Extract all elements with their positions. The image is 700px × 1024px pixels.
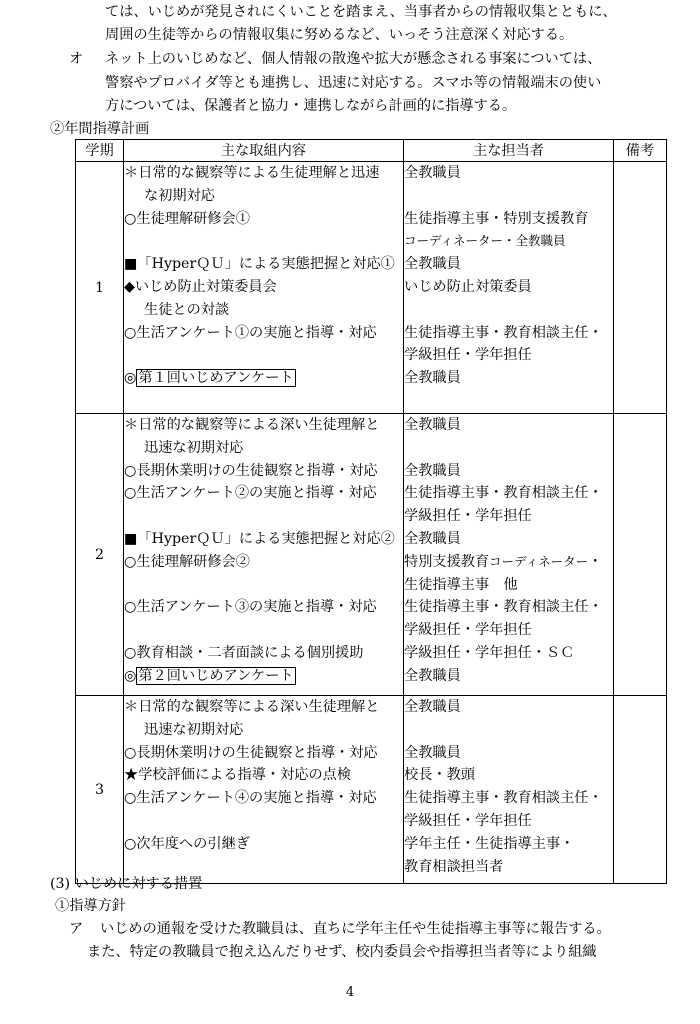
content-line	[124, 810, 403, 833]
staff-line: 校長・教頭	[404, 767, 475, 784]
double-circle-mark: ◎	[124, 667, 137, 684]
table-header-row	[76, 140, 667, 162]
content-line: ○長期休業明けの生徒観察と指導・対応	[124, 462, 378, 479]
staff-line: 全教職員	[404, 699, 461, 715]
table-row	[76, 162, 667, 414]
content-line: ○生活アンケート①の実施と指導・対応	[124, 324, 377, 341]
content-line: ■「HyperＱＵ」による実態把握と対応①	[124, 256, 395, 273]
content-line: ★学校評価による指導・対応の点検	[124, 767, 352, 784]
staff-line: 全教職員	[404, 370, 461, 387]
staff-line: いじめ防止対策委員	[404, 278, 532, 295]
staff-line	[404, 551, 613, 574]
header-notes: 備考	[614, 140, 667, 162]
staff-line	[404, 437, 613, 460]
annual-plan-table	[75, 139, 667, 884]
staff-line: 教育相談担当者	[404, 858, 504, 875]
item-a-marker: ア	[69, 921, 84, 937]
staff-line: 全教職員	[404, 462, 461, 479]
section-heading: (3) いじめに対する措置	[50, 876, 203, 892]
item-o-line-3: 方については、保護者と協力・連携しながら計画的に指導する。	[105, 98, 517, 114]
staff-line	[404, 719, 613, 742]
table-row	[76, 414, 667, 696]
content-line: ○生徒理解研修会①	[124, 210, 250, 227]
content-line: ◆いじめ防止対策委員会	[124, 278, 277, 295]
staff-text: ・	[588, 553, 603, 570]
item-o-line-1: ネット上のいじめなど、個人情報の散逸や拡大が懸念される事案については、	[105, 51, 602, 67]
content-line: ＊日常的な観察等による深い生徒理解と	[124, 417, 380, 433]
content-line	[124, 574, 403, 597]
term-notes	[614, 162, 667, 414]
staff-line: 全教職員	[404, 530, 461, 547]
item-o-line-2: 警察やプロバイダ等とも連携し、迅速に対応する。スマホ等の情報端末の使い	[105, 75, 602, 91]
term-notes	[614, 414, 667, 696]
staff-line	[404, 299, 613, 322]
content-line: ○生活アンケート④の実施と指導・対応	[124, 790, 377, 807]
content-line: ○次年度への引継ぎ	[124, 835, 250, 852]
staff-line: 学年主任・生徒指導主事・	[404, 835, 575, 852]
intro-line-1: ては、いじめが発見されにくいことを踏まえ、当事者からの情報収集とともに、	[105, 4, 617, 20]
content-line: ○生活アンケート②の実施と指導・対応	[124, 485, 377, 502]
item-o-marker: オ	[69, 51, 84, 67]
staff-line: 学級担任・学年担任	[404, 508, 532, 525]
term-content	[124, 414, 404, 696]
staff-line: 全教職員	[404, 165, 461, 181]
header-content: 主な取組内容	[124, 140, 404, 162]
staff-line: 生徒指導主事・教育相談主任・	[404, 599, 603, 616]
double-circle-mark: ◎	[124, 370, 137, 387]
content-line: ＊日常的な観察等による生徒理解と迅速	[124, 165, 380, 181]
staff-line: 学級担任・学年担任	[404, 347, 532, 364]
term-staff	[404, 162, 614, 414]
staff-line: 全教職員	[404, 744, 461, 761]
term-number: 1	[76, 162, 124, 414]
plan-title: ②年間指導計画	[50, 121, 150, 137]
item-a-line-2: また、特定の教職員で抱え込んだりせず、校内委員会や指導担当者等により組織	[87, 944, 597, 960]
content-line	[124, 665, 403, 688]
intro-line-2: 周囲の生徒等からの情報収集に努めるなど、いっそう注意深く対応する。	[105, 27, 574, 43]
item-a-line-1: いじめの通報を受けた教職員は、直ちに学年主任や生徒指導主事等に報告する。	[100, 921, 611, 937]
staff-line: 生徒指導主事・特別支援教育	[404, 210, 589, 227]
header-term: 学期	[76, 140, 124, 162]
boxed-survey-label: 第１回いじめアンケート	[138, 370, 294, 387]
staff-line	[404, 185, 613, 208]
term-content	[124, 696, 404, 884]
staff-line: 学級担任・学年担任・ＳＣ	[404, 644, 575, 661]
staff-line: 全教職員	[404, 667, 461, 684]
content-line: ○生徒理解研修会②	[124, 553, 250, 570]
staff-line: 生徒指導主事 他	[404, 576, 518, 593]
content-line: ■「HyperＱＵ」による実態把握と対応②	[124, 530, 395, 547]
content-line: 迅速な初期対応	[144, 721, 244, 738]
staff-line: 全教職員	[404, 417, 461, 433]
staff-line: 生徒指導主事・教育相談主任・	[404, 485, 603, 502]
staff-line: コーディネーター・全教職員	[404, 233, 566, 249]
staff-line: 全教職員	[404, 256, 461, 273]
term-number: 3	[76, 696, 124, 884]
term-notes	[614, 696, 667, 884]
content-line: 迅速な初期対応	[144, 439, 244, 456]
content-line: ○生活アンケート③の実施と指導・対応	[124, 599, 377, 616]
content-line	[124, 505, 403, 528]
staff-text: 特別支援教育	[404, 553, 490, 570]
content-line: ○教育相談・二者面談による個別援助	[124, 644, 364, 661]
content-line: ○長期休業明けの生徒観察と指導・対応	[124, 744, 378, 761]
page-number: 4	[345, 985, 355, 1000]
content-line	[124, 230, 403, 253]
term-content	[124, 162, 404, 414]
term-staff	[404, 414, 614, 696]
content-line: な初期対応	[144, 187, 215, 204]
table-row	[76, 696, 667, 884]
header-staff: 主な担当者	[404, 140, 614, 162]
staff-line: 生徒指導主事・教育相談主任・	[404, 790, 603, 807]
term-number: 2	[76, 414, 124, 696]
term-staff	[404, 696, 614, 884]
staff-line: 学級担任・学年担任	[404, 622, 532, 639]
content-line: ＊日常的な観察等による深い生徒理解と	[124, 699, 380, 715]
staff-line: 学級担任・学年担任	[404, 812, 532, 829]
boxed-survey-label: 第２回いじめアンケート	[138, 667, 294, 684]
content-line	[124, 344, 403, 367]
staff-line: 生徒指導主事・教育相談主任・	[404, 324, 603, 341]
content-line	[124, 619, 403, 642]
content-line	[124, 367, 403, 390]
staff-text-small: コーディネーター	[489, 553, 589, 569]
content-line: 生徒との対談	[144, 301, 230, 318]
subsection-heading: ①指導方針	[55, 898, 126, 914]
